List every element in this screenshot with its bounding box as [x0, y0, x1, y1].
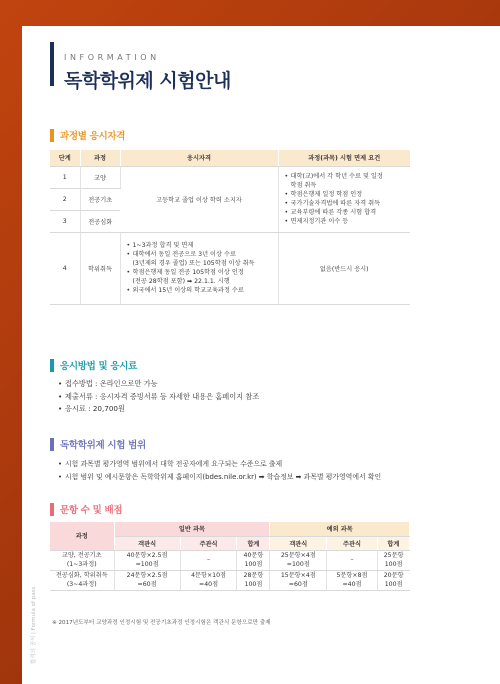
cell-line: 40문항	[243, 551, 264, 559]
section-scope-header	[50, 437, 146, 451]
list-item: • 접수방법 : 온라인으로만 가능	[58, 378, 259, 391]
cell-line: 전공심화, 학위취득	[55, 571, 108, 579]
stage-cell: 2	[50, 188, 80, 210]
cell-line: (1~3과정)	[66, 561, 97, 568]
stage-cell: 4	[50, 232, 80, 304]
qualification-table	[50, 150, 410, 305]
score-cell	[270, 550, 327, 570]
course-cell: 학위취득	[80, 232, 120, 304]
header-accent-bar	[50, 42, 54, 86]
score-table	[50, 522, 410, 591]
cell-line: 5문항×8점	[336, 571, 368, 579]
cell-line: –	[207, 556, 211, 564]
cell-line: =60점	[137, 581, 157, 588]
score-cell	[327, 570, 378, 590]
course-cell: 전공기초	[80, 188, 120, 210]
score-cell	[114, 570, 180, 590]
section-marker	[50, 359, 54, 372]
course-cell	[50, 550, 114, 570]
section-marker	[50, 129, 54, 142]
col-header: 과정	[80, 150, 120, 166]
list-item: • 교육부령에 따른 각종 시험 합격	[285, 208, 405, 217]
eyebrow-label: INFORMATION	[64, 53, 160, 62]
col-header: 과정(과목) 시험 면제 요건	[278, 150, 410, 166]
course-cell: 전공심화	[80, 210, 120, 232]
col-header: 합계	[237, 536, 270, 550]
footnote: ※ 2017년도부터 교양과정 인정시험 및 전공기초과정 인정시험은 객관식 문항으로만 출제	[52, 620, 271, 626]
section-title: 응시방법 및 응시료	[60, 361, 138, 372]
table-row	[50, 166, 410, 188]
cell-line: 100점	[244, 561, 263, 568]
course-cell: 교양	[80, 166, 120, 188]
cell-line: 15문항×4점	[280, 571, 316, 579]
cell-line: 100점	[244, 581, 263, 588]
list-item: • 제출서류 : 응시자격 증빙서류 등 자세한 내용은 홈페이지 참조	[58, 391, 259, 404]
cell-line: 100점	[384, 581, 403, 588]
cell-line: (3~4과정)	[66, 581, 97, 588]
col-header: 일반 과목	[114, 522, 270, 536]
score-cell	[237, 550, 270, 570]
cell-line: 28문항	[243, 571, 264, 579]
col-header: 주관식	[327, 536, 378, 550]
section-title: 독학학위제 시험 범위	[60, 440, 146, 451]
list-item: • 시험 범위 및 예시문항은 독학학위제 홈페이지(bdes.nile.or.kr) ➡ 학습정보 ➡ 과목별 평가영역에서 확인	[58, 471, 381, 484]
cell-line: –	[350, 556, 354, 564]
list-item: • 대학(교)에서 각 학년 수료 및 일정	[285, 172, 405, 181]
col-header: 과정	[50, 522, 114, 550]
section-method-header	[50, 358, 137, 372]
cell-line: 20문항	[383, 571, 404, 579]
page-title: 독학학위제 시험안내	[64, 70, 231, 92]
table-row	[50, 550, 410, 570]
score-cell	[270, 570, 327, 590]
method-list	[58, 378, 259, 416]
col-header: 합계	[377, 536, 409, 550]
cell-line: 40문항×2.5점	[126, 551, 168, 559]
stage-cell: 1	[50, 166, 80, 188]
course-cell	[50, 570, 114, 590]
list-item: 학점 취득	[290, 182, 317, 189]
side-watermark-text: 합격의 공식 | Formula of pass	[31, 586, 37, 664]
list-item: • 대학에서 동일 전공으로 3년 이상 수료	[127, 250, 272, 259]
list-item: • 1~3과정 합격 및 면제	[127, 241, 272, 250]
score-cell	[114, 550, 180, 570]
cell-line: 교양, 전공기초	[61, 551, 102, 559]
cell-line: =40점	[342, 581, 362, 588]
list-item: (전공 28학점 포함) ➡ 22.1.1. 시행	[132, 278, 230, 285]
list-item: • 학점은행제 동일 전공 105학점 이상 인정	[127, 268, 272, 277]
section-marker	[50, 438, 54, 451]
score-cell	[180, 550, 237, 570]
section-title: 과정별 응시자격	[60, 131, 126, 142]
list-item: • 국가기술자격법에 따른 자격 취득	[285, 199, 405, 208]
col-header: 객관식	[114, 536, 180, 550]
list-item: • 학점은행제 일정 학점 인정	[285, 190, 405, 199]
score-cell	[327, 550, 378, 570]
list-item: (3년제의 경우 졸업) 또는 105학점 이상 취득	[132, 260, 255, 267]
qualification-cell: 고등학교 졸업 이상 학력 소지자	[120, 166, 278, 232]
col-header: 주관식	[180, 536, 237, 550]
score-cell	[180, 570, 237, 590]
section-score-header	[50, 502, 122, 516]
list-item: • 응시료 : 20,700원	[58, 403, 259, 416]
exemption-cell: 없음(반드시 응시)	[278, 232, 410, 304]
exemption-cell	[278, 166, 410, 232]
cell-line: =60점	[288, 581, 308, 588]
cell-line: =100점	[135, 561, 159, 568]
cell-line: 24문항×2.5점	[126, 571, 168, 579]
col-header: 단계	[50, 150, 80, 166]
table-row	[50, 570, 410, 590]
cell-line: 25문항	[383, 551, 404, 559]
scope-list	[58, 458, 381, 483]
col-header: 응시자격	[120, 150, 278, 166]
col-header: 예외 과목	[270, 522, 410, 536]
list-item: • 외국에서 15년 이상의 학교교육과정 수료	[127, 286, 272, 295]
qualification-cell	[120, 232, 278, 304]
score-cell	[377, 550, 409, 570]
list-item: • 시험 과목별 평가영역 범위에서 대학 전공자에게 요구되는 수준으로 출제	[58, 458, 381, 471]
section-marker	[50, 503, 54, 516]
col-header: 객관식	[270, 536, 327, 550]
section-qualification-header	[50, 128, 125, 142]
cell-line: 4문항×10점	[191, 571, 227, 579]
score-cell	[377, 570, 409, 590]
cell-line: 25문항×4점	[280, 551, 316, 559]
cell-line: =40점	[199, 581, 219, 588]
cell-line: =100점	[286, 561, 310, 568]
stage-cell: 3	[50, 210, 80, 232]
table-row	[50, 232, 410, 304]
list-item: • 면제지정기관 이수 등	[285, 217, 405, 226]
section-title: 문항 수 및 배점	[60, 505, 123, 516]
score-cell	[237, 570, 270, 590]
cell-line: 100점	[384, 561, 403, 568]
